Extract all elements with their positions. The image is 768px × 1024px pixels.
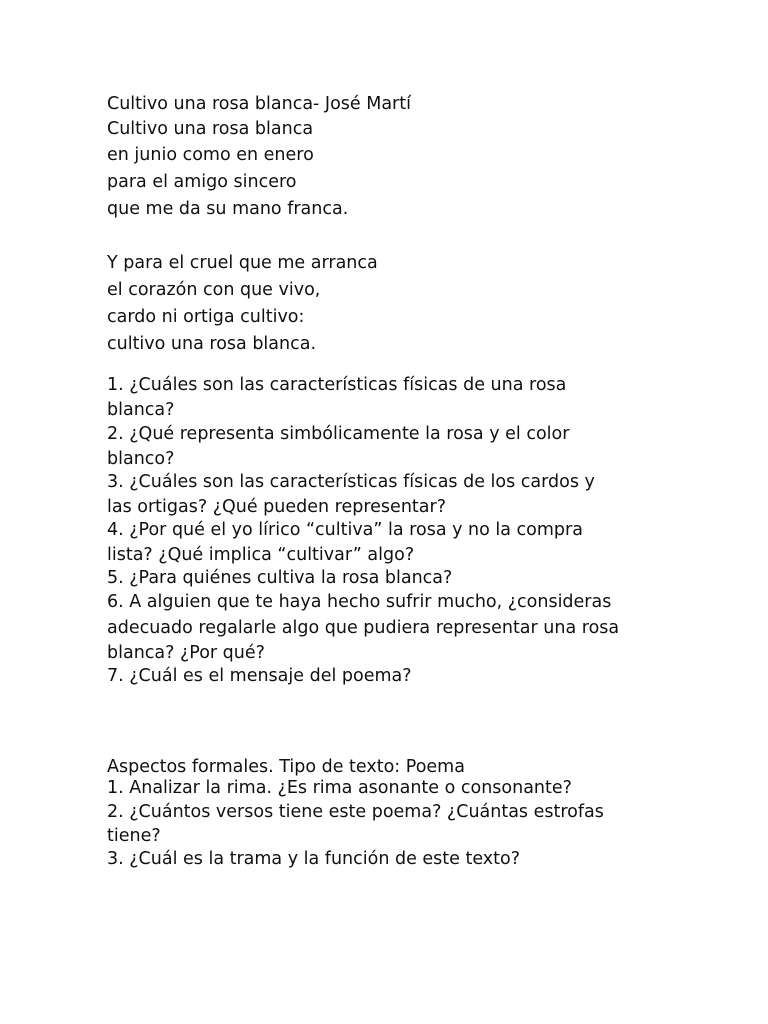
section-heading: Aspectos formales. Tipo de texto: Poema <box>107 757 465 777</box>
poem-verse: el corazón con que vivo, <box>107 280 321 300</box>
poem-verse: que me da su mano franca. <box>107 199 349 219</box>
question-line: adecuado regalarle algo que pudiera representar una rosa <box>107 618 620 638</box>
question-line: las ortigas? ¿Qué pueden representar? <box>107 497 446 517</box>
question-line: blanca? ¿Por qué? <box>107 643 265 663</box>
poem-verse: cardo ni ortiga cultivo: <box>107 307 305 327</box>
poem-verse: para el amigo sincero <box>107 172 297 192</box>
poem-verse: Y para el cruel que me arranca <box>107 253 378 273</box>
poem-title: Cultivo una rosa blanca- José Martí <box>107 94 411 114</box>
question-line: 3. ¿Cuáles son las características físicas de los cardos y <box>107 472 595 492</box>
formal-question-line: 1. Analizar la rima. ¿Es rima asonante o consonante? <box>107 778 572 798</box>
question-line: 6. A alguien que te haya hecho sufrir mucho, ¿consideras <box>107 592 612 612</box>
question-line: 7. ¿Cuál es el mensaje del poema? <box>107 666 412 686</box>
question-line: blanco? <box>107 449 175 469</box>
poem-verse: Cultivo una rosa blanca <box>107 119 314 139</box>
question-line: blanca? <box>107 400 175 420</box>
poem-verse: en junio como en enero <box>107 145 314 165</box>
formal-question-line: 3. ¿Cuál es la trama y la función de este texto? <box>107 849 521 869</box>
question-line: 1. ¿Cuáles son las características físicas de una rosa <box>107 375 567 395</box>
poem-verse: cultivo una rosa blanca. <box>107 334 317 354</box>
question-line: 4. ¿Por qué el yo lírico “cultiva” la rosa y no la compra <box>107 520 583 540</box>
question-line: lista? ¿Qué implica “cultivar” algo? <box>107 545 415 565</box>
question-line: 5. ¿Para quiénes cultiva la rosa blanca? <box>107 568 453 588</box>
formal-question-line: 2. ¿Cuántos versos tiene este poema? ¿Cuántas estrofas <box>107 802 604 822</box>
question-line: 2. ¿Qué representa simbólicamente la rosa y el color <box>107 424 570 444</box>
formal-question-line: tiene? <box>107 826 161 846</box>
